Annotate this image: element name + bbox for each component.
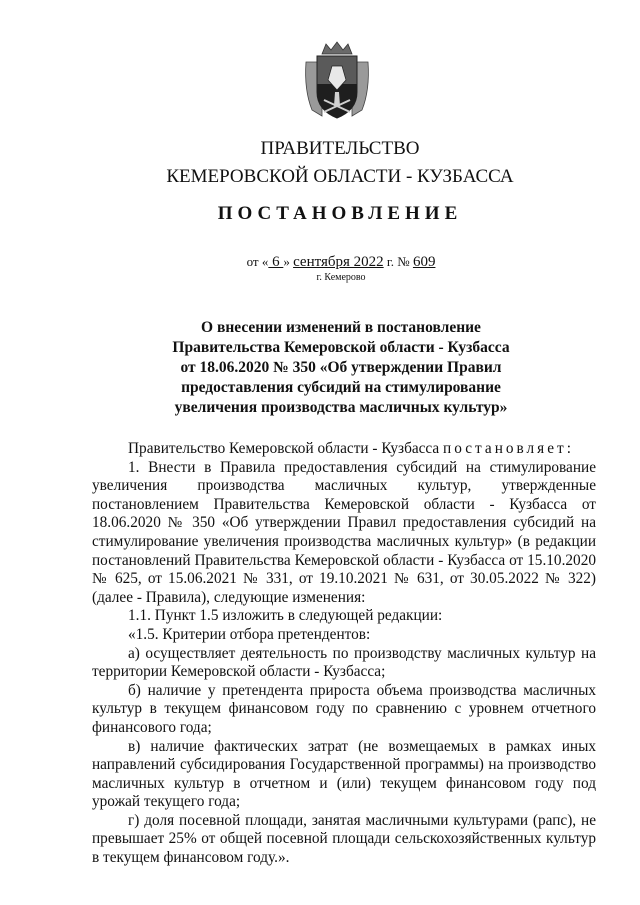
paragraph: б) наличие у претендента прироста объема производства масличных культур в текущем финансовом году по сравнению с уровнем отчетного финансового года; [92, 681, 596, 736]
paragraph: «1.5. Критерии отбора претендентов: [128, 625, 371, 643]
document-body [92, 440, 596, 868]
date-month-year: сентября 2022 [293, 254, 384, 270]
title-line: увеличения производства масличных культур» [174, 399, 508, 416]
city: г. Кемерово [316, 272, 366, 283]
date-mid: » [283, 254, 294, 269]
document-type: ПОСТАНОВЛЕНИЕ [217, 203, 463, 224]
title-line: О внесении изменений в постановление [201, 319, 481, 336]
paragraph: а) осуществляет деятельность по производству масличных культур на территории Кемеровской области - Кузбасса; [92, 644, 596, 681]
org-name-line2: КЕМЕРОВСКОЙ ОБЛАСТИ - КУЗБАССА [166, 166, 514, 187]
title-line: Правительства Кемеровской области - Кузбасса [172, 339, 510, 356]
intro-text: Правительство Кемеровской области - Кузбасса [128, 440, 444, 457]
title-line: от 18.06.2020 № 350 «Об утверждении Правил [180, 359, 502, 376]
intro-resolves: постановляет: [443, 440, 574, 457]
date-prefix: от « [246, 254, 269, 269]
paragraph: г) доля посевной площади, занятая масличными культурами (рапс), не превышает 25% от общей посевной площади сельскохозяйственных культур в текущем финансовом году.». [92, 811, 596, 867]
org-name-line1: ПРАВИТЕЛЬСТВО [260, 138, 420, 159]
title-line: предоставления субсидий на стимулирование [181, 379, 501, 396]
number-prefix: № [394, 254, 413, 269]
date-day: 6 [268, 254, 284, 270]
intro-paragraph [92, 440, 596, 459]
paragraph: 1.1. Пункт 1.5 изложить в следующей редакции: [128, 607, 443, 625]
date-year-suffix: г. [383, 254, 395, 269]
document-number: 609 [412, 254, 436, 270]
date-line [0, 254, 640, 271]
paragraph: в) наличие фактических затрат (не возмещаемых в рамках иных направлений субсидирования Государственной программы) на производство масличных культур в отчетном и (или) текущем финансовом году под урожай текущего года; [92, 737, 596, 811]
document-title [150, 318, 532, 418]
paragraph: 1. Внести в Правила предоставления субсидий на стимулирование увеличения производства масличных культур, утвержденные постановлением Правительства Кемеровской области - Кузбасса от 18.06.2020 № 350 «Об утверждении Правил предоставления субсидий на стимулирование увеличения производства масличных культур» (в редакции постановлений Правительства Кемеровской области - Кузбасса от 15.10.2020 № 625, от 15.06.2021 № 331, от 19.10.2021 № 631, от 30.05.2022 № 322) (далее - Правила), следующие изменения: [92, 458, 596, 606]
kemerovo-coat-of-arms-icon [302, 40, 372, 122]
